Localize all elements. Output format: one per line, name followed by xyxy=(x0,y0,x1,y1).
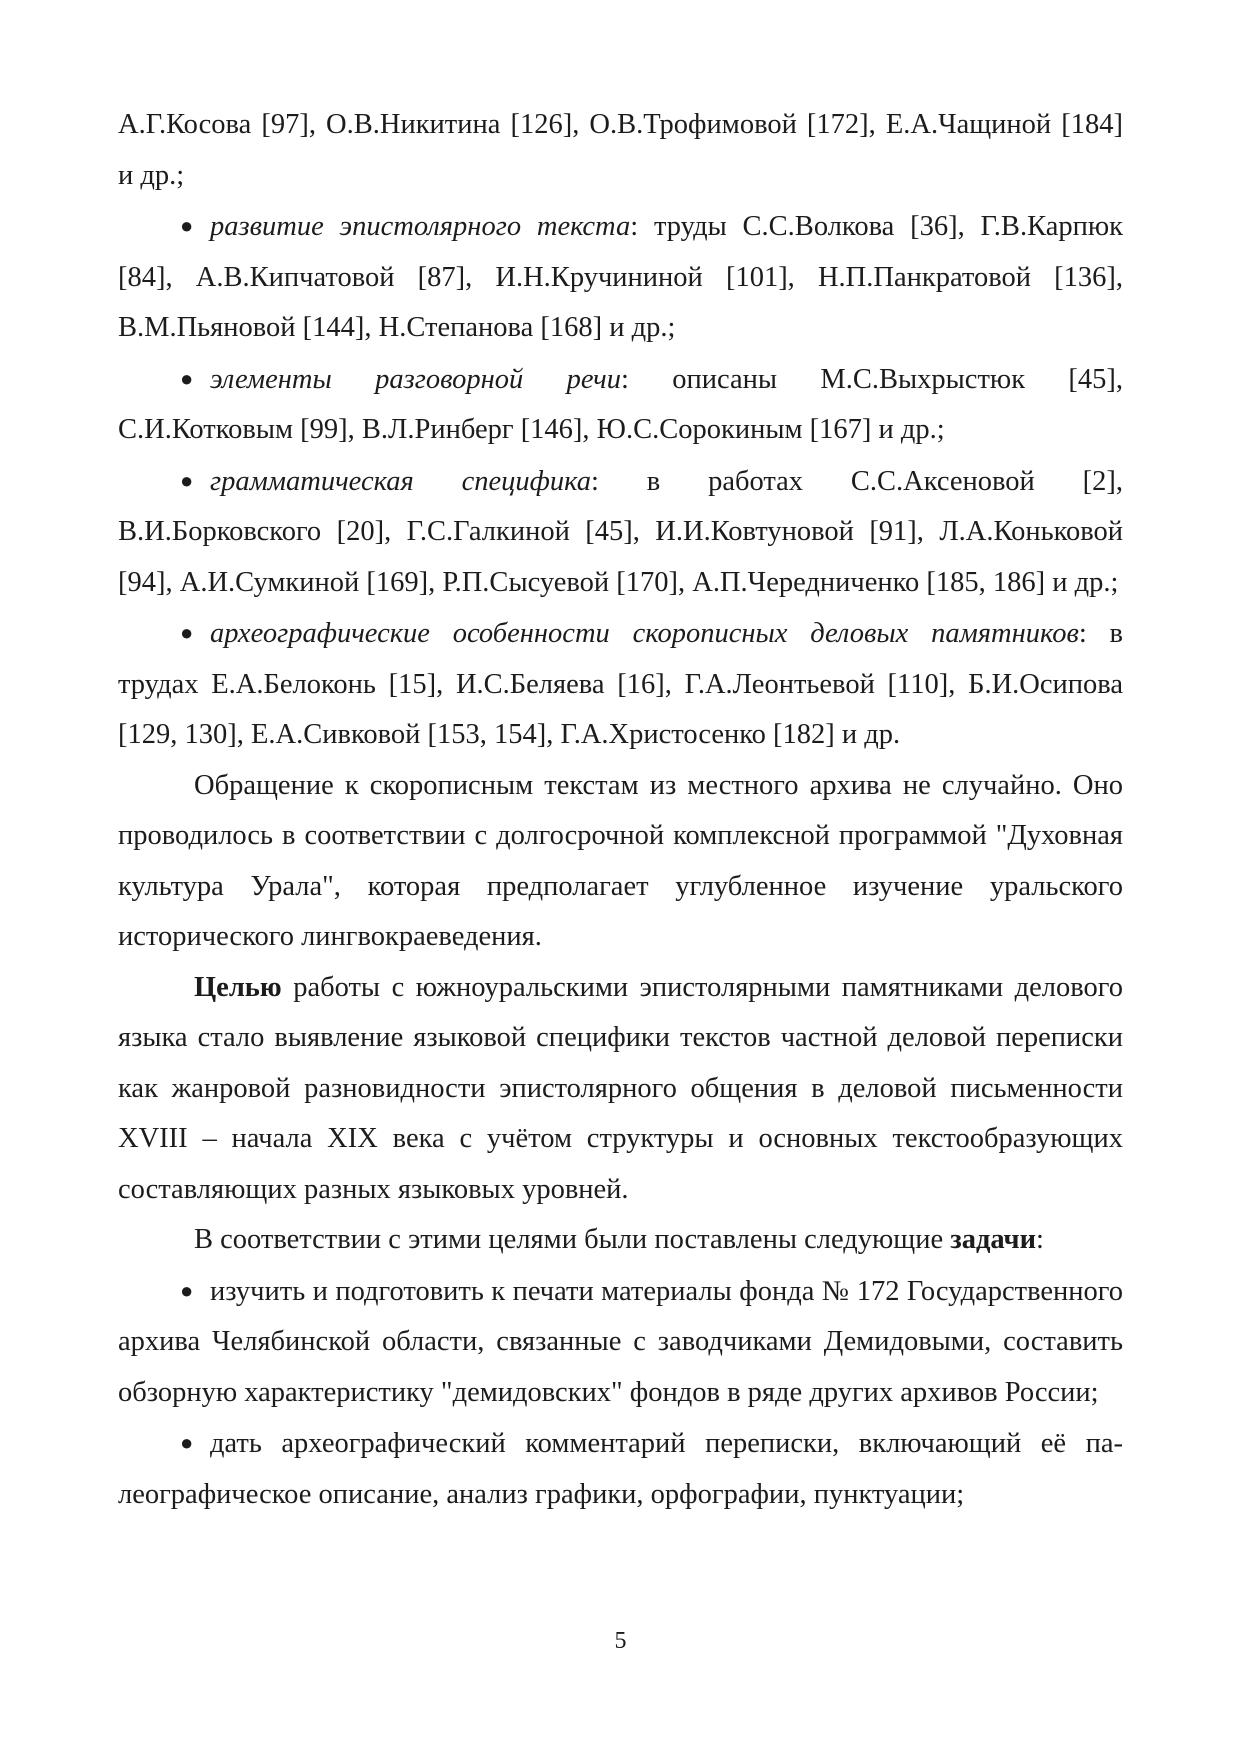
tasks-intro-paragraph xyxy=(118,1215,1123,1266)
task-list-item xyxy=(118,1418,1123,1520)
tasks-intro-suffix: : xyxy=(1036,1224,1044,1255)
research-topic: археографические особенности скорописных деловых памятников xyxy=(210,618,1079,649)
research-text: : описаны М.С.Выхрыстюк [45], С.И.Котковым [99], В.Л.Ринберг [146], Ю.С.Сорокиным [167] и др.; xyxy=(118,363,1123,445)
research-text: : в работах С.С.Аксеновой [2], В.И.Борковского [20], Г.С.Галкиной [45], И.И.Ковтуновой [91], Л.А.Коньковой [94], А.И.Сумкиной [169], Р.П.Сысуевой [170], А.П.Чередниченко [185, 186] и др.; xyxy=(118,465,1124,598)
tasks-label: задачи xyxy=(950,1224,1037,1255)
document-page xyxy=(118,100,1123,1520)
goal-paragraph xyxy=(118,963,1123,1216)
bullet-icon: ● xyxy=(180,620,194,645)
page-number: 5 xyxy=(614,1628,627,1654)
continuation-paragraph: А.Г.Косова [97], О.В.Никитина [126], О.В.Трофимовой [172], Е.А.Чащиной [184] и др.; xyxy=(118,109,1123,191)
task-list-item xyxy=(118,1266,1123,1419)
research-text: : в трудах Е.А.Белоконь [15], И.С.Беляева [16], Г.А.Леонтьевой [110], Б.И.Осипова [129, 130], Е.А.Сивковой [153, 154], Г.А.Христосенко [182] и др. xyxy=(118,618,1123,750)
bullet-icon: ● xyxy=(180,213,194,238)
research-topic: элементы разговорной речи xyxy=(210,363,621,395)
bullet-icon: ● xyxy=(180,1430,194,1455)
task-text: изучить и подготовить к печати материалы фонда № 172 Государственного архива Челябинской области, связанные с заводчиками Демидовыми, составить обзорную характеристику "демидовских" фондов в ряде других архивов России; xyxy=(118,1275,1123,1408)
bullet-icon: ● xyxy=(180,365,194,391)
task-text: дать археографический комментарий переписки, включающий её палеографическое описание, анализ графики, орфографии, пунктуации; xyxy=(118,1428,1123,1510)
research-text: : труды С.С.Волкова [36], Г.В.Карпюк [84], А.В.Кипчатовой [87], И.Н.Кручининой [101], Н.П.Панкратовой [136], В.М.Пьяновой [144], Н.Степанова [168] и др.; xyxy=(118,211,1123,343)
bullet-icon: ● xyxy=(180,467,194,493)
goal-label: Целью xyxy=(194,971,282,1003)
research-list-item xyxy=(118,608,1123,761)
research-list-item xyxy=(118,201,1123,354)
research-list-item xyxy=(118,354,1123,456)
goal-text: работы с южноуральскими эпистолярными памятниками делового языка стало выявление языковой специфики текстов частной деловой переписки как жанровой разновидности эпистолярного общения в деловой письменности XVIII – начала XIX века с учётом структуры и основных текстообразующих составляющих разных языковых уровней. xyxy=(118,971,1123,1205)
appeal-paragraph: Обращение к скорописным текстам из местного архива не случайно. Оно проводилось в соответствии с долгосрочной комплексной программой "Духовная культура Урала", которая предполагает углубленное изучение уральского исторического лингвокраеведения. xyxy=(118,769,1123,952)
research-topic: развитие эпистолярного текста xyxy=(210,211,631,242)
tasks-intro-text: В соответствии с этими целями были поставлены следующие xyxy=(194,1224,951,1255)
research-topic: грамматическая специфика xyxy=(210,465,591,497)
research-list-item xyxy=(118,456,1123,609)
bullet-icon: ● xyxy=(180,1277,194,1303)
